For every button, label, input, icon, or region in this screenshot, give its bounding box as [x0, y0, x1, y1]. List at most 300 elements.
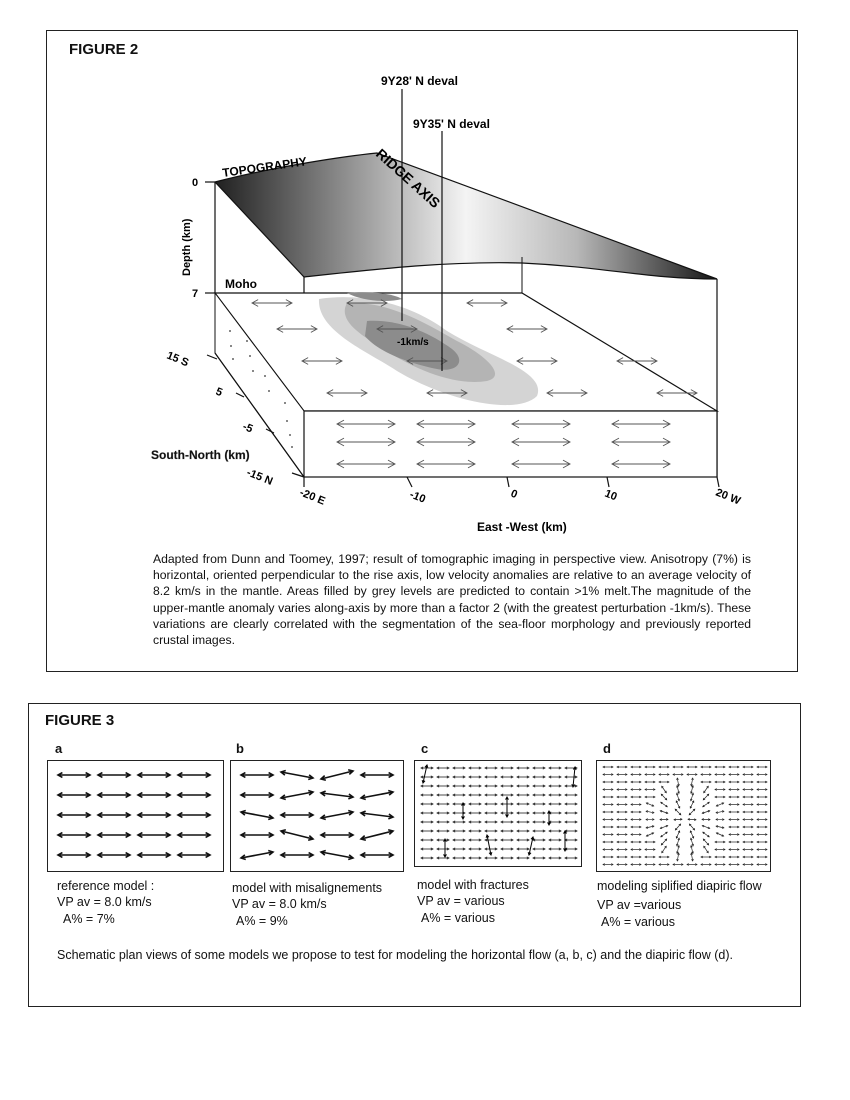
double-arrow [281, 813, 313, 818]
double-arrow [603, 766, 613, 768]
double-arrow [603, 811, 613, 813]
double-arrow [453, 839, 465, 841]
double-arrow [617, 774, 627, 776]
double-arrow [469, 767, 481, 769]
double-arrow [677, 853, 680, 861]
double-arrow [660, 810, 668, 813]
sn-tick-3: -5 [240, 420, 255, 436]
double-arrow [729, 766, 739, 768]
double-arrow [517, 821, 529, 823]
double-arrow [421, 848, 433, 850]
double-arrow [361, 830, 393, 841]
double-arrow [631, 811, 641, 813]
double-arrow [241, 773, 273, 778]
double-arrow [677, 846, 680, 854]
double-arrow [702, 825, 709, 828]
double-arrow [729, 864, 739, 866]
double-arrow [421, 839, 433, 841]
double-arrow [603, 789, 613, 791]
double-arrow [533, 821, 545, 823]
depth-zero-label: 0 [192, 177, 199, 189]
double-arrow [98, 813, 130, 818]
double-arrow [617, 834, 627, 836]
double-arrow [517, 776, 529, 778]
double-arrow [617, 819, 627, 821]
double-arrow [98, 853, 130, 858]
double-arrow [645, 864, 655, 866]
double-arrow [469, 839, 481, 841]
deval-label-28: 9Υ28' N deval [381, 74, 458, 88]
depth-moho-value: 7 [192, 288, 199, 300]
double-arrow [757, 781, 767, 783]
double-arrow [729, 856, 739, 858]
figure-3-title: FIGURE 3 [45, 712, 115, 729]
double-arrow [617, 796, 627, 798]
double-arrow [757, 811, 767, 813]
double-arrow [646, 833, 653, 837]
ew-tick-2: -10 [407, 488, 428, 506]
double-arrow [533, 776, 545, 778]
double-arrow [517, 785, 529, 787]
double-arrow [437, 794, 449, 796]
double-arrow [437, 821, 449, 823]
double-arrow [617, 781, 627, 783]
double-arrow [716, 826, 724, 829]
double-arrow [453, 785, 465, 787]
double-arrow [485, 821, 497, 823]
figure-2-frame [46, 30, 798, 672]
double-arrow [98, 793, 130, 798]
double-arrow [469, 857, 481, 859]
double-arrow [485, 776, 497, 778]
double-arrow [565, 830, 577, 832]
double-arrow [631, 826, 641, 828]
double-arrow [659, 774, 669, 776]
double-arrow [178, 853, 210, 858]
double-arrow [646, 811, 654, 814]
depth-axis-label: Depth (km) [181, 218, 193, 276]
double-arrow [687, 864, 697, 866]
sn-tick-2: 5 [213, 385, 225, 400]
double-arrow [757, 796, 767, 798]
double-arrow [715, 781, 725, 783]
double-arrow [716, 833, 723, 837]
double-arrow [533, 830, 545, 832]
double-arrow [549, 830, 561, 832]
double-arrow [743, 819, 753, 821]
double-arrow [715, 774, 725, 776]
double-arrow [743, 864, 753, 866]
double-arrow [757, 819, 767, 821]
double-arrow [361, 853, 393, 858]
sn-tick-1: 15 S [164, 349, 191, 370]
double-arrow [485, 848, 497, 850]
double-arrow [676, 801, 680, 808]
double-arrow [617, 841, 627, 843]
panel-b-caption-line-1: model with misalignements [232, 881, 383, 895]
double-arrow [673, 864, 683, 866]
double-arrow [485, 767, 497, 769]
double-arrow [701, 774, 711, 776]
double-arrow [703, 832, 709, 837]
panel-b-caption-line-2: VP av = 8.0 km/s [232, 896, 327, 911]
double-arrow [565, 776, 577, 778]
double-arrow [645, 841, 655, 843]
double-arrow [729, 841, 739, 843]
double-arrow [603, 834, 613, 836]
double-arrow [757, 826, 767, 828]
double-arrow [690, 801, 694, 808]
double-arrow [437, 776, 449, 778]
figure-3-caption: Schematic plan views of some models we propose to test for modeling the horizontal flow (a, b, c) and the diapiric flow (d). [57, 948, 734, 962]
double-arrow [729, 796, 739, 798]
double-arrow [533, 857, 545, 859]
double-arrow [645, 849, 655, 851]
double-arrow [757, 856, 767, 858]
double-arrow [565, 839, 577, 841]
panel-d-letter: d [603, 741, 611, 756]
panel-b-letter: b [236, 741, 244, 756]
panel-c-caption-line-1: model with fractures [417, 878, 529, 892]
panel-d-caption [597, 879, 762, 931]
double-arrow [743, 766, 753, 768]
double-arrow [729, 789, 739, 791]
double-arrow [469, 821, 481, 823]
panel-b-arrows [231, 761, 405, 873]
double-arrow [757, 804, 767, 806]
double-arrow [501, 830, 513, 832]
mantle-front-face [304, 411, 717, 477]
double-arrow [437, 785, 449, 787]
double-arrow [281, 830, 313, 841]
double-arrow [321, 850, 353, 859]
double-arrow [469, 794, 481, 796]
double-arrow [743, 856, 753, 858]
double-arrow [691, 778, 694, 786]
double-arrow [729, 819, 739, 821]
double-arrow [603, 781, 613, 783]
double-arrow [645, 774, 655, 776]
double-arrow [660, 825, 667, 828]
panel-c-caption [417, 878, 529, 927]
double-arrow [691, 846, 694, 854]
double-arrow [437, 830, 449, 832]
double-arrow [469, 785, 481, 787]
double-arrow [677, 786, 680, 794]
double-arrow [743, 834, 753, 836]
double-arrow [501, 776, 513, 778]
panel-a-box [47, 760, 224, 872]
double-arrow [533, 848, 545, 850]
double-arrow [631, 796, 641, 798]
double-arrow [702, 818, 710, 820]
double-arrow [501, 821, 513, 823]
double-arrow [361, 790, 393, 799]
double-arrow [549, 767, 561, 769]
double-arrow [729, 826, 739, 828]
double-arrow [421, 812, 433, 814]
double-arrow [701, 781, 711, 783]
panel-a-caption-line-3: A% = 7% [63, 912, 115, 926]
double-arrow [241, 810, 273, 819]
double-arrow [646, 803, 653, 806]
double-arrow [437, 848, 449, 850]
double-arrow [421, 830, 433, 832]
anomaly-label: -1km/s [397, 337, 429, 348]
double-arrow [631, 774, 641, 776]
double-arrow [565, 848, 577, 850]
double-arrow [646, 819, 654, 821]
double-arrow [281, 790, 313, 799]
double-arrow [138, 793, 170, 798]
double-arrow [715, 856, 725, 858]
double-arrow [501, 785, 513, 787]
double-arrow [421, 857, 433, 859]
double-arrow [58, 813, 90, 818]
double-arrow [603, 804, 613, 806]
double-arrow [549, 803, 561, 805]
double-arrow [729, 781, 739, 783]
double-arrow [676, 793, 679, 801]
double-arrow [517, 812, 529, 814]
double-arrow [743, 796, 753, 798]
double-arrow [281, 770, 313, 779]
panel-a-caption-line-2: VP av = 8.0 km/s [57, 894, 152, 909]
double-arrow [645, 789, 655, 791]
double-arrow [603, 774, 613, 776]
figure-2-caption: Adapted from Dunn and Toomey, 1997; result of tomographic imaging in perspective view. Anisotropy (7%) is horizontal, oriented perpendicular to the rise axis, low velocity anomalies are relative to an average velocity of 8.2 km/s in the mantle. Areas filled by grey levels are predicted to contain >1% melt.The magnitude of the upper-mantle anomaly varies along-axis by more than a factor 2 (with the greatest perturbation -1km/s). These variations are clearly correlated with the segmentation of the sea-floor morphology and previously reported crustal images. [153, 552, 751, 648]
double-arrow [549, 839, 561, 841]
double-arrow [617, 789, 627, 791]
double-arrow [715, 841, 725, 843]
double-arrow [603, 819, 613, 821]
double-arrow [617, 804, 627, 806]
sn-axis-label: South-North (km) [151, 448, 250, 462]
double-arrow [549, 812, 561, 814]
double-arrow [517, 767, 529, 769]
double-arrow [631, 849, 641, 851]
double-arrow [517, 803, 529, 805]
double-arrow [631, 804, 641, 806]
double-arrow [549, 785, 561, 787]
panel-d-caption-line-2: VP av =various [597, 897, 682, 912]
double-arrow [603, 856, 613, 858]
double-arrow [178, 833, 210, 838]
double-arrow [517, 794, 529, 796]
double-arrow [281, 853, 313, 858]
double-arrow [549, 821, 561, 823]
panel-c-letter: c [421, 741, 429, 756]
double-arrow [485, 812, 497, 814]
double-arrow [453, 794, 465, 796]
double-arrow [617, 856, 627, 858]
double-arrow [462, 803, 465, 819]
double-arrow [485, 839, 497, 841]
double-arrow [645, 781, 655, 783]
double-arrow [506, 797, 509, 817]
double-arrow [138, 773, 170, 778]
double-arrow [533, 812, 545, 814]
double-arrow [603, 826, 613, 828]
double-arrow [138, 853, 170, 858]
double-arrow [501, 767, 513, 769]
figure-2-title: FIGURE 2 [69, 41, 139, 58]
double-arrow [603, 796, 613, 798]
double-arrow [565, 812, 577, 814]
double-arrow [687, 774, 697, 776]
double-arrow [603, 849, 613, 851]
double-arrow [453, 830, 465, 832]
double-arrow [690, 838, 693, 846]
double-arrow [603, 864, 613, 866]
double-arrow [321, 810, 353, 819]
double-arrow [58, 793, 90, 798]
double-arrow [662, 846, 667, 853]
double-arrow [469, 812, 481, 814]
panel-a-letter: a [55, 741, 63, 756]
double-arrow [548, 811, 551, 825]
double-arrow [757, 864, 767, 866]
double-arrow [716, 819, 724, 821]
double-arrow [533, 794, 545, 796]
double-arrow [631, 841, 641, 843]
double-arrow [549, 776, 561, 778]
double-arrow [645, 796, 655, 798]
double-arrow [661, 794, 667, 800]
double-arrow [631, 834, 641, 836]
double-arrow [501, 848, 513, 850]
double-arrow [469, 830, 481, 832]
panel-b-caption-line-3: A% = 9% [236, 914, 288, 928]
double-arrow [715, 789, 725, 791]
double-arrow [241, 793, 273, 798]
double-arrow [241, 850, 273, 859]
double-arrow [485, 794, 497, 796]
double-arrow [469, 776, 481, 778]
double-arrow [703, 802, 710, 807]
double-arrow [743, 789, 753, 791]
double-arrow [659, 781, 669, 783]
double-arrow [421, 803, 433, 805]
double-arrow [565, 794, 577, 796]
double-arrow [98, 833, 130, 838]
double-arrow [662, 786, 667, 793]
double-arrow [715, 796, 725, 798]
double-arrow [501, 794, 513, 796]
double-arrow [743, 826, 753, 828]
panel-d-caption-line-3: A% = various [601, 915, 675, 929]
double-arrow [321, 833, 353, 838]
double-arrow [565, 821, 577, 823]
double-arrow [688, 818, 696, 820]
deval-label-35: 9Υ35' N deval [413, 117, 490, 131]
panel-c-arrows [415, 761, 583, 868]
ridge-axis-label: RIDGE AXIS [372, 145, 444, 212]
double-arrow [701, 864, 711, 866]
double-arrow [138, 833, 170, 838]
double-arrow [691, 853, 694, 861]
double-arrow [453, 776, 465, 778]
double-arrow [729, 811, 739, 813]
panel-b-box [230, 760, 404, 872]
double-arrow [743, 774, 753, 776]
double-arrow [533, 785, 545, 787]
double-arrow [631, 781, 641, 783]
double-arrow [689, 824, 694, 830]
double-arrow [757, 789, 767, 791]
double-arrow [437, 839, 449, 841]
double-arrow [701, 766, 711, 768]
double-arrow [675, 809, 681, 815]
double-arrow [704, 786, 709, 793]
panel-d-arrows [597, 761, 772, 873]
double-arrow [661, 839, 666, 845]
double-arrow [715, 766, 725, 768]
double-arrow [703, 794, 709, 800]
double-arrow [549, 857, 561, 859]
double-arrow [617, 849, 627, 851]
panel-a-caption [57, 879, 154, 928]
double-arrow [469, 848, 481, 850]
double-arrow [757, 834, 767, 836]
double-arrow [715, 849, 725, 851]
double-arrow [178, 813, 210, 818]
double-arrow [673, 774, 683, 776]
double-arrow [241, 833, 273, 838]
double-arrow [533, 839, 545, 841]
double-arrow [704, 846, 709, 853]
panel-a-caption-line-1: reference model : [57, 879, 155, 893]
double-arrow [729, 804, 739, 806]
double-arrow [565, 857, 577, 859]
double-arrow [661, 802, 668, 807]
double-arrow [421, 821, 433, 823]
double-arrow [631, 766, 641, 768]
tomography-perspective-diagram [47, 31, 799, 551]
double-arrow [729, 834, 739, 836]
double-arrow [687, 766, 697, 768]
double-arrow [715, 864, 725, 866]
double-arrow [321, 770, 353, 781]
double-arrow [743, 841, 753, 843]
double-arrow [757, 774, 767, 776]
double-arrow [361, 811, 393, 819]
double-arrow [702, 810, 710, 813]
double-arrow [659, 856, 669, 858]
double-arrow [501, 839, 513, 841]
double-arrow [486, 835, 492, 855]
double-arrow [58, 853, 90, 858]
double-arrow [565, 785, 577, 787]
panel-c-caption-line-2: VP av = various [417, 893, 505, 908]
double-arrow [517, 848, 529, 850]
ew-tick-3: 0 [508, 487, 520, 502]
double-arrow [98, 773, 130, 778]
double-arrow [361, 773, 393, 778]
double-arrow [485, 857, 497, 859]
double-arrow [645, 856, 655, 858]
double-arrow [485, 785, 497, 787]
double-arrow [549, 794, 561, 796]
topography-surface [215, 153, 717, 279]
double-arrow [675, 824, 680, 830]
double-arrow [617, 766, 627, 768]
double-arrow [617, 826, 627, 828]
double-arrow [673, 766, 683, 768]
double-arrow [676, 838, 679, 846]
double-arrow [421, 794, 433, 796]
double-arrow [690, 793, 693, 801]
